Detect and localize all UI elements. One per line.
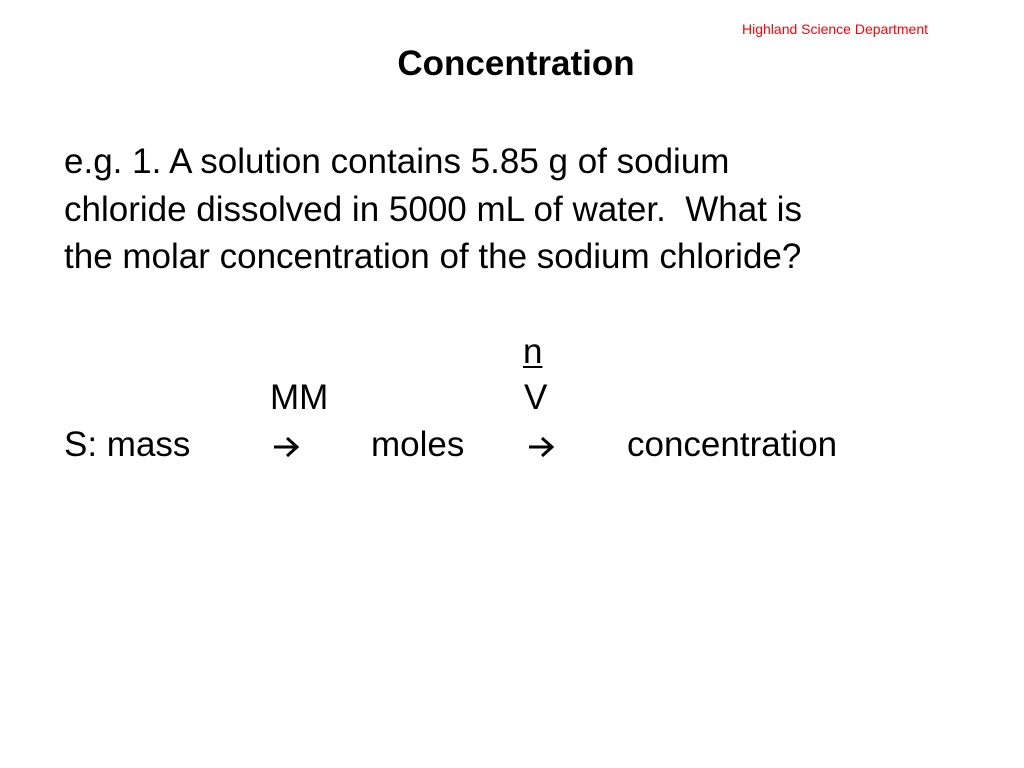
problem-line-1: e.g. 1. A solution contains 5.85 g of sodium — [64, 142, 730, 181]
solution-moles-step: moles — [371, 425, 465, 464]
solution-mass-step: S: mass — [64, 425, 191, 464]
moles-numerator-n: n — [523, 332, 543, 371]
problem-statement — [64, 138, 964, 281]
problem-line-3: the molar concentration of the sodium chloride? — [64, 237, 802, 276]
volume-denominator-v: V — [524, 378, 548, 417]
department-label: Highland Science Department — [742, 21, 928, 37]
right-arrow-icon — [527, 436, 555, 458]
solution-concentration-step: concentration — [627, 425, 838, 464]
right-arrow-icon — [272, 436, 300, 458]
slide-title: Concentration — [397, 44, 635, 83]
problem-line-2: chloride dissolved in 5000 mL of water. What is — [64, 189, 802, 229]
molar-mass-label: MM — [270, 378, 329, 417]
